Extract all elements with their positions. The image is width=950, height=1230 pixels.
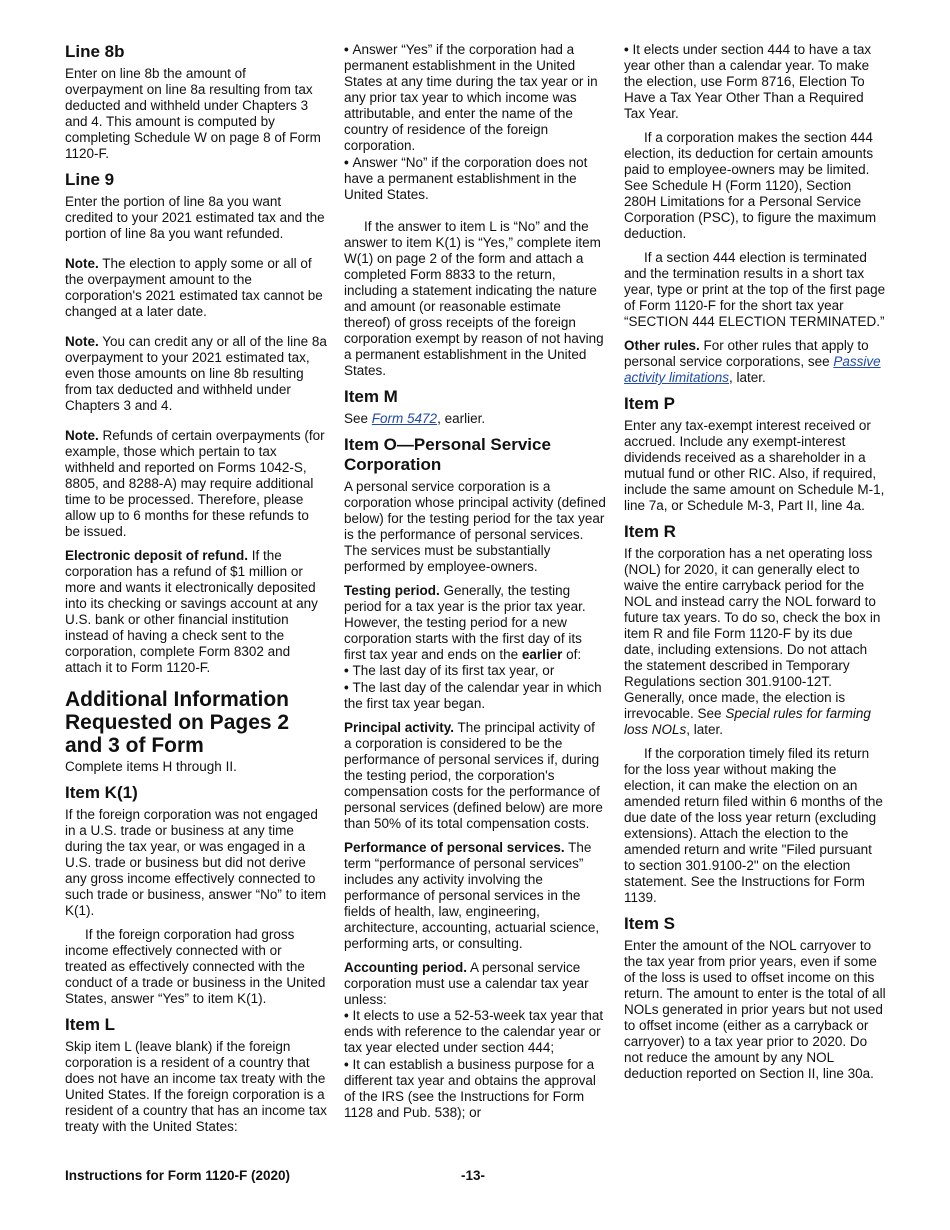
line8b-heading: Line 8b bbox=[65, 42, 125, 61]
bullet-icon: • bbox=[344, 155, 353, 170]
electronic-deposit-paragraph: Electronic deposit of refund. If the corporation has a refund of $1 million or more and wants it electronically deposited into its checking or savings account at any U.S. bank or other financial institution instead of having a check sent to the corporation, complete Form 8302 and attach it to Form 1120-F. bbox=[65, 548, 318, 675]
accounting-bullet-2: • It can establish a business purpose for a different tax year and obtains the approval of the IRS (see the Instructions for Form 1128 and Pub. 538); or bbox=[344, 1057, 596, 1120]
additional-info-text: Complete items H through II. bbox=[65, 759, 237, 774]
bullet-icon: • bbox=[344, 680, 353, 695]
section-444-bullet: • It elects under section 444 to have a tax year other than a calendar year. To make the election, use Form 8716, Election To Have a Tax Year Other Than a Required Tax Year. bbox=[624, 42, 872, 121]
section-444-paragraph-1: If a corporation makes the section 444 election, its deduction for certain amounts paid to employee-owners may be limited. See Schedule H (Form 1120), Section 280H Limitations for a Personal Service Corporation (PSC), to figure the maximum deduction. bbox=[624, 130, 877, 241]
accounting-period-paragraph: Accounting period. A personal service corporation must use a calendar tax year unless: bbox=[344, 960, 589, 1007]
item-p-heading: Item P bbox=[624, 394, 676, 413]
bullet-icon: • bbox=[344, 42, 353, 57]
bullet-icon: • bbox=[344, 1008, 353, 1023]
item-r-text-2: If the corporation timely filed its return for the loss year without making the election, it can make the election on an amended return filed within 6 months of the due date of the loss year return (excluding extensions). Attach the election to the amended return and write "Filed pursuant to section 301.9100-2" on the election statement. See the Instructions for Form 1139. bbox=[624, 746, 883, 905]
accounting-bullet-1: • It elects to use a 52-53-week tax year that ends with reference to the calendar year or tax year elected under section 444; bbox=[344, 1008, 604, 1055]
performance-services-paragraph: Performance of personal services. The term “performance of personal services” includes any activity involving the performance of personal services in the fields of health, law, engineering, architecture, accounting, actuarial science, performing arts, or consulting. bbox=[344, 840, 600, 951]
principal-activity-paragraph: Principal activity. The principal activity of a corporation is considered to be the performance of personal services if, during the testing period, the corporation's compensation costs for the performance of personal services (defined below) are more than 50% of its total compensation costs. bbox=[344, 720, 603, 831]
note-label: Note. bbox=[65, 428, 99, 443]
item-l-text: Skip item L (leave blank) if the foreign corporation is a resident of a country that does not have an income tax treaty with the United States. If the foreign corporation is a resident of a country that has an income tax treaty with the United States: bbox=[65, 1039, 327, 1134]
item-l-followup: If the answer to item L is “No” and the answer to item K(1) is “Yes,” complete item W(1) on page 2 of the form and attach a completed Form 8833 to the return, including a statement indicating the nature and amount (or reasonable estimate thereof) of gross receipts of the foreign corporation exempt by reason of not having a permanent establishment in the United States. bbox=[344, 219, 604, 378]
bullet-icon: • bbox=[624, 42, 633, 57]
testing-bullet-2: • The last day of the calendar year in which the first tax year began. bbox=[344, 680, 602, 711]
note-label: Note. bbox=[65, 256, 99, 271]
form-5472-link[interactable]: Form 5472 bbox=[371, 411, 438, 426]
item-p-text: Enter any tax-exempt interest received or accrued. Include any exempt-interest dividends received as a shareholder in a mutual fund or other RIC. Also, if required, include the same amount on Schedule M-1, line 7a, or Schedule M-3, Part II, line 4a. bbox=[624, 418, 885, 513]
item-r-text: If the corporation has a net operating loss (NOL) for 2020, it can generally elect to waive the entire carryback period for the NOL and instead carry the NOL forward to future tax years. To do so, check the box in item R and file Form 1120-F by its due date, including extensions. Do not attach the statement described in Temporary Regulations section 301.9100-12T. Generally, once made, the election is irrevocable. See Special rules for farming loss NOLs, later. bbox=[624, 546, 881, 737]
item-k1-heading: Item K(1) bbox=[65, 783, 138, 802]
item-o-text: A personal service corporation is a corporation whose principal activity (defined below) for the testing period for the tax year is the performance of personal services. The services must be substantially performed by employee-owners. bbox=[344, 479, 606, 574]
note-credit: Note. You can credit any or all of the line 8a overpayment to your 2021 estimated tax, even those amounts on line 8b resulting from tax deducted and withheld under Chapters 3 and 4. bbox=[65, 334, 327, 413]
column-1 bbox=[65, 42, 327, 1143]
item-r-heading: Item R bbox=[624, 522, 676, 541]
line9-text: Enter the portion of line 8a you want credited to your 2021 estimated tax and the portion of line 8a you want refunded. bbox=[65, 194, 325, 241]
item-m-text: See Form 5472, earlier. bbox=[344, 411, 486, 426]
section-444-paragraph-2: If a section 444 election is terminated and the termination results in a short tax year, type or print at the top of the first page of Form 1120-F for the short tax year “SECTION 444 ELECTION TERMINATED.” bbox=[624, 250, 886, 329]
other-rules-paragraph: Other rules. For other rules that apply to personal service corporations, see Passive activity limitations, later. bbox=[624, 338, 881, 385]
item-l-heading: Item L bbox=[65, 1015, 116, 1034]
bullet-icon: • bbox=[344, 663, 353, 678]
item-s-heading: Item S bbox=[624, 914, 676, 933]
page-footer bbox=[65, 1168, 885, 1188]
item-k1-text-2: If the foreign corporation had gross income effectively connected with or treated as effectively connected with the conduct of a trade or business in the United States, answer “Yes” to item K(1). bbox=[65, 927, 326, 1006]
line8b-text: Enter on line 8b the amount of overpayment on line 8a resulting from tax deducted and withheld under Chapters 3 and 4. This amount is computed by completing Schedule W on page 8 of Form 1120-F. bbox=[65, 66, 321, 161]
note-label: Note. bbox=[65, 334, 99, 349]
passive-activity-link[interactable]: Passive activity limitations bbox=[624, 354, 881, 385]
line9-heading: Line 9 bbox=[65, 170, 115, 189]
bullet-answer-no: • Answer “No” if the corporation does not have a permanent establishment in the United States. bbox=[344, 155, 588, 202]
item-s-text: Enter the amount of the NOL carryover to the tax year from prior years, even if some of the loss is used to offset income on this return. The amount to enter is the total of all NOLs generated in prior years but not used to offset income (either as a carryback or carryover) to a tax year prior to 2020. Do not reduce the amount by any NOL deduction reported on Section II, line 30a. bbox=[624, 938, 886, 1081]
item-o-heading: Item O—Personal Service Corporation bbox=[344, 435, 551, 474]
testing-bullet-1: • The last day of its first tax year, or bbox=[344, 663, 555, 678]
additional-info-heading: Additional Information Requested on Pages 2 and 3 of Form bbox=[65, 688, 290, 757]
item-m-heading: Item M bbox=[344, 387, 398, 406]
note-election: Note. The election to apply some or all of the overpayment amount to the corporation's 2021 estimated tax cannot be changed at a later date. bbox=[65, 256, 323, 319]
footer-form-title: Instructions for Form 1120-F (2020) bbox=[65, 1168, 291, 1183]
item-k1-text: If the foreign corporation was not engaged in a U.S. trade or business at any time during the tax year, or was engaged in a U.S. trade or business but did not derive any gross income effectively connected to such trade or business, answer “No” to item K(1). bbox=[65, 807, 327, 918]
bullet-icon: • bbox=[344, 1057, 353, 1072]
note-refunds: Note. Refunds of certain overpayments (for example, those which pertain to tax withheld and reported on Forms 1042-S, 8805, and 8288-A) may require additional time to be processed. Therefore, please allow up to 6 months for these refunds to be issued. bbox=[65, 428, 325, 539]
column-2 bbox=[344, 42, 606, 1122]
testing-period-paragraph: Testing period. Generally, the testing period for a tax year is the prior tax year. However, the testing period for a new corporation starts with the first day of its first tax year and ends on the earlier of: bbox=[344, 583, 586, 662]
bullet-answer-yes: • Answer “Yes” if the corporation had a permanent establishment in the United States at any time during the tax year or in any prior tax year to which income was attributable, and enter the name of the country of residence of the foreign corporation. bbox=[344, 42, 598, 153]
column-3 bbox=[624, 42, 886, 1090]
page-number: -13- bbox=[461, 1168, 486, 1183]
